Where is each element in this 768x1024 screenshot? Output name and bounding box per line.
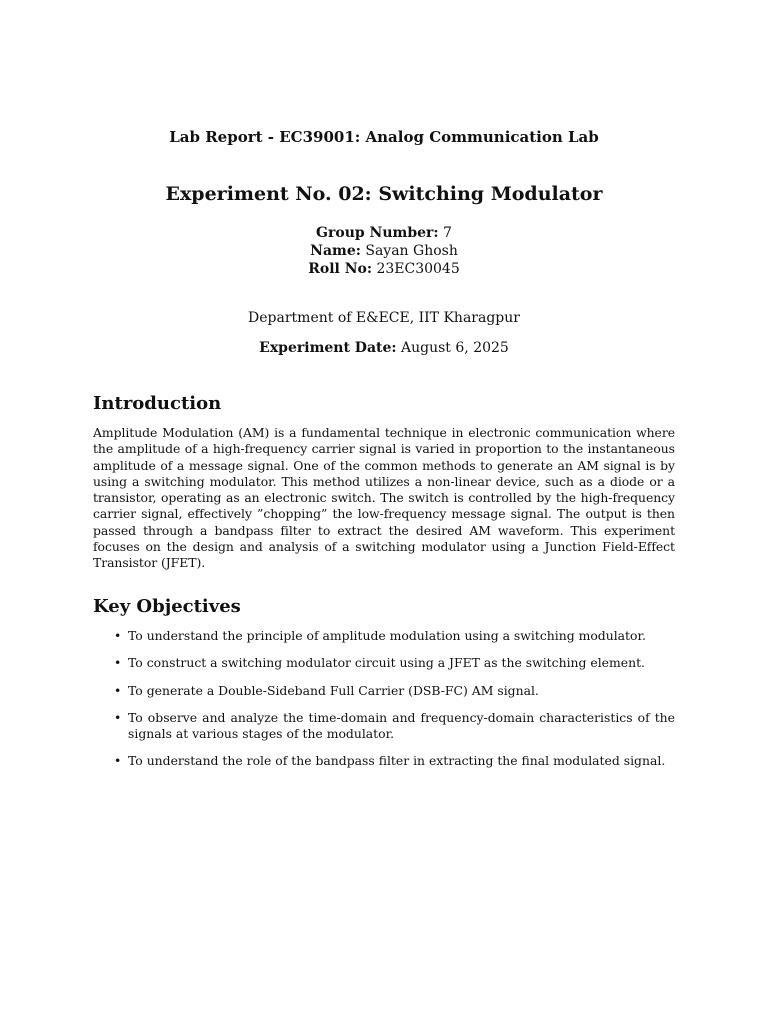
- roll-number-label: Roll No:: [308, 261, 373, 277]
- objective-text: To generate a Double-Sideband Full Carrier (DSB-FC) AM signal.: [128, 682, 539, 698]
- bullet-icon: •: [114, 682, 122, 698]
- group-number-line: [0, 224, 768, 242]
- objective-text: To understand the role of the bandpass filter in extracting the final modulated signal.: [128, 753, 666, 769]
- objective-text: To observe and analyze the time-domain and frequency-domain characteristics of the signals at various stages of the modulator.: [128, 709, 675, 742]
- roll-number-line: [0, 260, 768, 278]
- objective-text: To understand the principle of amplitude modulation using a switching modulator.: [128, 628, 646, 643]
- bullet-icon: •: [114, 628, 122, 643]
- experiment-date-value: August 6, 2025: [401, 340, 509, 356]
- name-label: Name:: [310, 243, 361, 259]
- department-line: Department of E&ECE, IIT Kharagpur: [248, 310, 520, 326]
- name-value: Sayan Ghosh: [365, 243, 458, 259]
- objective-text: To construct a switching modulator circuit using a JFET as the switching element.: [128, 655, 645, 671]
- list-item: [93, 655, 675, 671]
- roll-number-value: 23EC30045: [376, 261, 460, 277]
- introduction-paragraph: Amplitude Modulation (AM) is a fundamental technique in electronic communication where the amplitude of a high-frequency carrier signal is varied in proportion to the instantaneous amplitude of a message signal. One of the common methods to generate an AM signal is by using a switching modulator. This method utilizes a non-linear device, such as a diode or a transistor, operating as an electronic switch. The switch is controlled by the high-frequency carrier signal, effectively ”chopping” the low-frequency message signal. The output is then passed through a bandpass filter to extract the desired AM waveform. This experiment focuses on the design and analysis of a switching modulator using a Junction Field-Effect Transistor (JFET).: [93, 425, 675, 571]
- bullet-icon: •: [114, 753, 122, 769]
- name-line: [0, 242, 768, 260]
- author-block: [0, 224, 768, 278]
- key-objectives-heading: Key Objectives: [93, 596, 241, 617]
- group-number-value: 7: [443, 225, 452, 241]
- bullet-icon: •: [114, 655, 122, 671]
- list-item: [93, 683, 675, 699]
- list-item: [93, 628, 675, 644]
- list-item: [93, 753, 675, 769]
- introduction-heading: Introduction: [93, 393, 222, 414]
- experiment-date-line: [0, 340, 768, 356]
- experiment-title: Experiment No. 02: Switching Modulator: [165, 183, 603, 205]
- experiment-date-label: Experiment Date:: [259, 340, 397, 356]
- list-item: [93, 710, 675, 743]
- bullet-icon: •: [114, 709, 122, 725]
- objectives-list: [93, 628, 675, 781]
- course-title: Lab Report - EC39001: Analog Communication Lab: [169, 128, 599, 146]
- group-number-label: Group Number:: [316, 225, 439, 241]
